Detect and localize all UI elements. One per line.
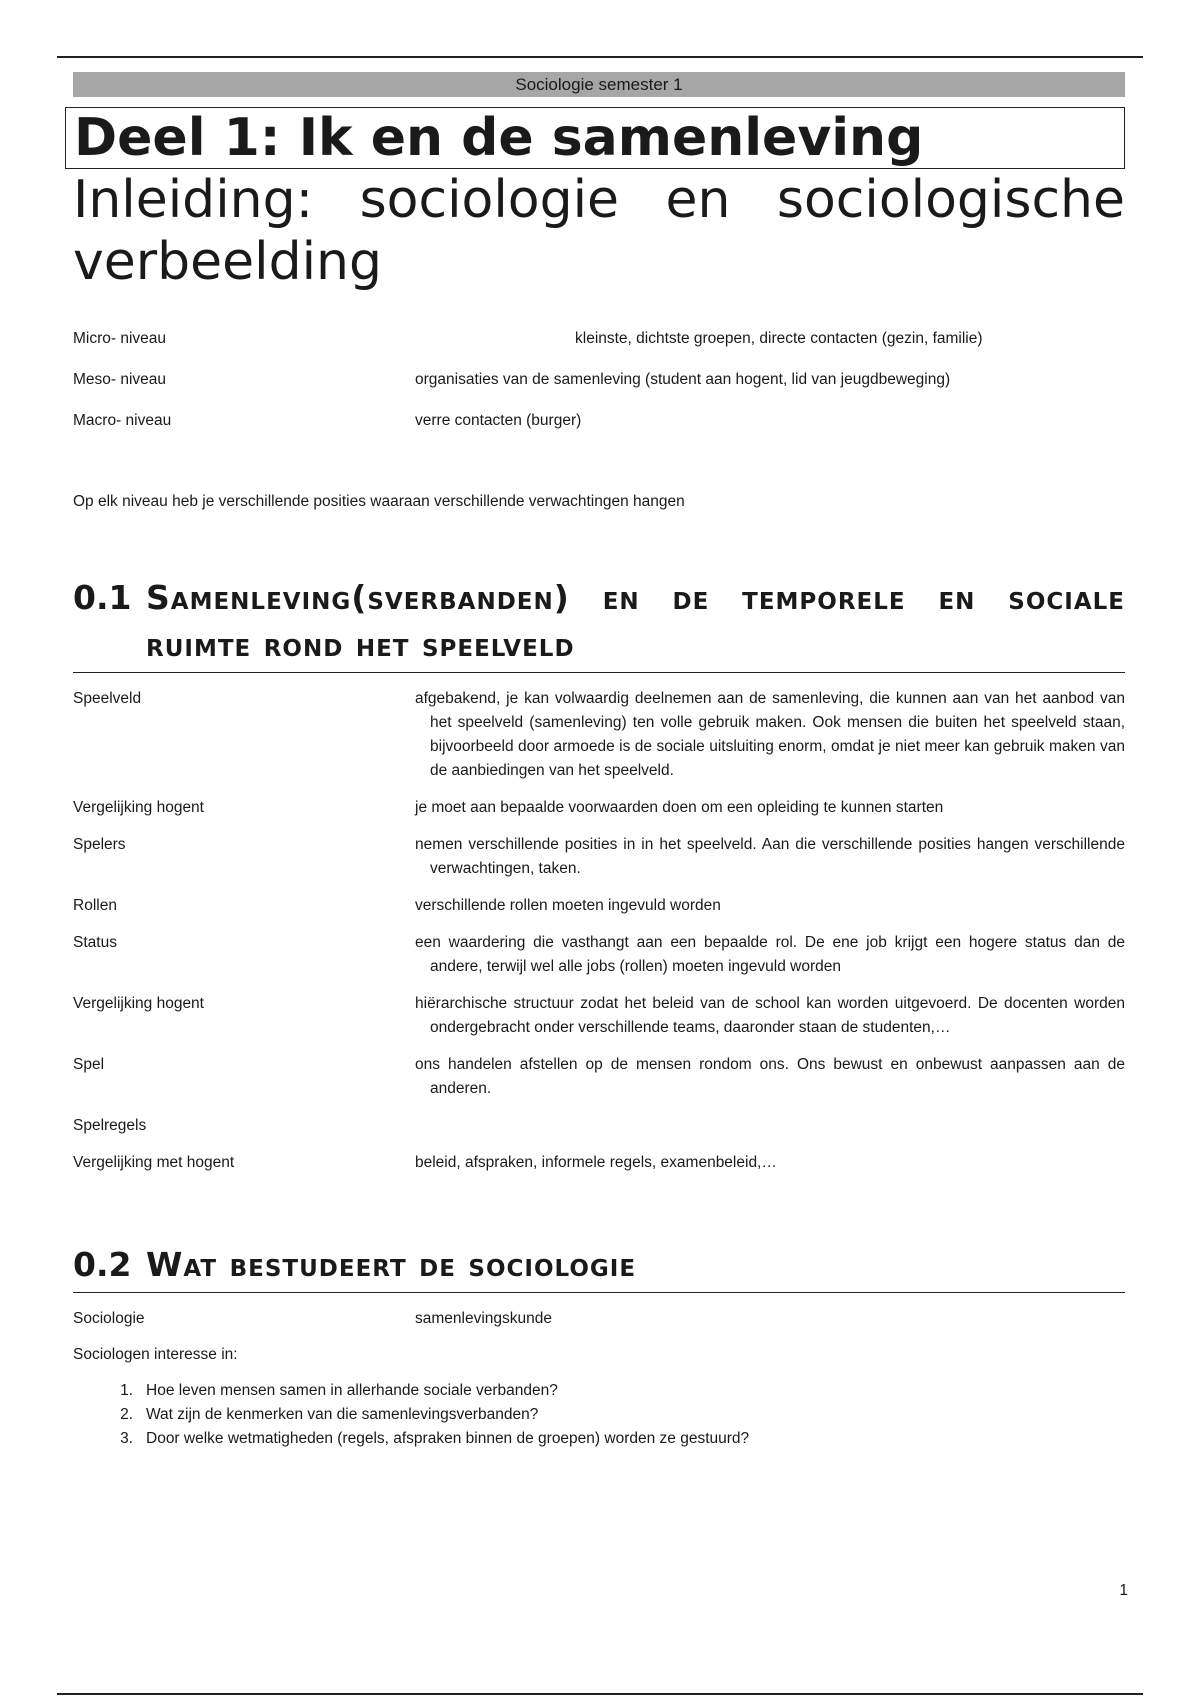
- term-row: [73, 894, 1125, 918]
- levels-note: Op elk niveau heb je verschillende posities waaraan verschillende verwachtingen hangen: [73, 493, 685, 510]
- term-definition: [415, 1114, 1125, 1138]
- term-row: [73, 1151, 1125, 1175]
- term-label: Speelveld: [73, 690, 142, 707]
- level-row-macro: [73, 409, 1125, 450]
- term-definition: verschillende rollen moeten ingevuld worden: [415, 897, 721, 914]
- level-value: kleinste, dichtste groepen, directe contacten (gezin, familie): [575, 330, 983, 347]
- interest-label: Sociologen interesse in:: [73, 1346, 238, 1363]
- level-label: Macro- niveau: [73, 412, 172, 429]
- definition-row: [73, 1307, 1125, 1331]
- section-heading-0-2: [73, 1241, 1125, 1293]
- page-content: [73, 72, 1125, 1451]
- term-label: Vergelijking met hogent: [73, 1154, 235, 1171]
- level-row-micro: [73, 327, 1125, 368]
- term-row: [73, 1114, 1125, 1138]
- running-header: Sociologie semester 1: [73, 72, 1125, 97]
- list-number: 3.: [120, 1430, 133, 1447]
- part-title: Deel 1: Ik en de samenleving: [65, 107, 1125, 169]
- list-text: Wat zijn de kenmerken van die samenlevingsverbanden?: [146, 1406, 539, 1423]
- term-row: [73, 833, 1125, 881]
- term-label: Vergelijking hogent: [73, 799, 204, 816]
- term-label: Rollen: [73, 897, 117, 914]
- term-label: Spelers: [73, 836, 126, 853]
- section-heading-0-1: [73, 574, 1125, 673]
- term-definition: afgebakend, je kan volwaardig deelnemen aan de samenleving, die kunnen aan van het aanbod van het speelveld (samenleving) ten volle gebruik maken. Ook mensen die buiten het speelveld staan, bijvoorbeeld door armoede is de sociale uitsluiting enorm, omdat je niet meer kan gebruik maken van de aanbiedingen van het speelveld.: [415, 690, 1125, 779]
- section-number: 0.1: [73, 578, 132, 617]
- levels-list: [73, 327, 1125, 450]
- term-definition: nemen verschillende posities in in het speelveld. Aan die verschillende posities hangen verschillende verwachtingen, taken.: [415, 836, 1125, 877]
- term-row: [73, 1053, 1125, 1101]
- list-item: [73, 1403, 1125, 1427]
- term-definition: een waardering die vasthangt aan een bepaalde rol. De ene job krijgt een hogere status dan de andere, terwijl wel alle jobs (rollen) moeten ingevuld worden: [415, 934, 1125, 975]
- section-title: Wat bestudeert de sociologie: [146, 1245, 637, 1284]
- section-number: 0.2: [73, 1245, 132, 1284]
- term-row: [73, 931, 1125, 979]
- term-label: Status: [73, 934, 117, 951]
- level-label: Micro- niveau: [73, 330, 167, 347]
- list-item: [73, 1427, 1125, 1451]
- list-number: 2.: [120, 1406, 133, 1423]
- term-row: [73, 796, 1125, 820]
- section-title: Samenleving(sverbanden) en de temporele en sociale ruimte rond het speelveld: [146, 578, 1125, 664]
- level-label: Meso- niveau: [73, 371, 167, 388]
- term-definition: hiërarchische structuur zodat het beleid van de school kan worden uitgevoerd. De docenten worden ondergebracht onder verschillende teams, daaronder staan de studenten,…: [415, 995, 1125, 1036]
- chapter-title: Inleiding: sociologie en sociologische verbeelding: [73, 170, 1125, 292]
- term-definition: je moet aan bepaalde voorwaarden doen om een opleiding te kunnen starten: [415, 799, 944, 816]
- questions-list: [73, 1379, 1125, 1451]
- list-item: [73, 1379, 1125, 1403]
- term-label: Sociologie: [73, 1310, 145, 1327]
- term-definition: beleid, afspraken, informele regels, examenbeleid,…: [415, 1154, 777, 1171]
- list-text: Door welke wetmatigheden (regels, afspraken binnen de groepen) worden ze gestuurd?: [146, 1430, 750, 1447]
- term-label: Spelregels: [73, 1117, 147, 1134]
- terms-list: [73, 687, 1125, 1175]
- list-number: 1.: [120, 1382, 133, 1399]
- list-text: Hoe leven mensen samen in allerhande sociale verbanden?: [146, 1382, 558, 1399]
- term-row: [73, 687, 1125, 783]
- term-definition: samenlevingskunde: [415, 1310, 553, 1327]
- term-label: Spel: [73, 1056, 105, 1073]
- page-top-rule: [57, 56, 1143, 58]
- term-label: Vergelijking hogent: [73, 995, 204, 1012]
- level-value: organisaties van de samenleving (student aan hogent, lid van jeugdbeweging): [415, 371, 951, 388]
- term-row: [73, 992, 1125, 1040]
- page-bottom-rule: [57, 1693, 1143, 1695]
- level-value: verre contacten (burger): [415, 412, 582, 429]
- term-definition: ons handelen afstellen op de mensen rondom ons. Ons bewust en onbewust aanpassen aan de anderen.: [415, 1056, 1125, 1097]
- level-row-meso: [73, 368, 1125, 409]
- page-number: 1: [1119, 1582, 1128, 1599]
